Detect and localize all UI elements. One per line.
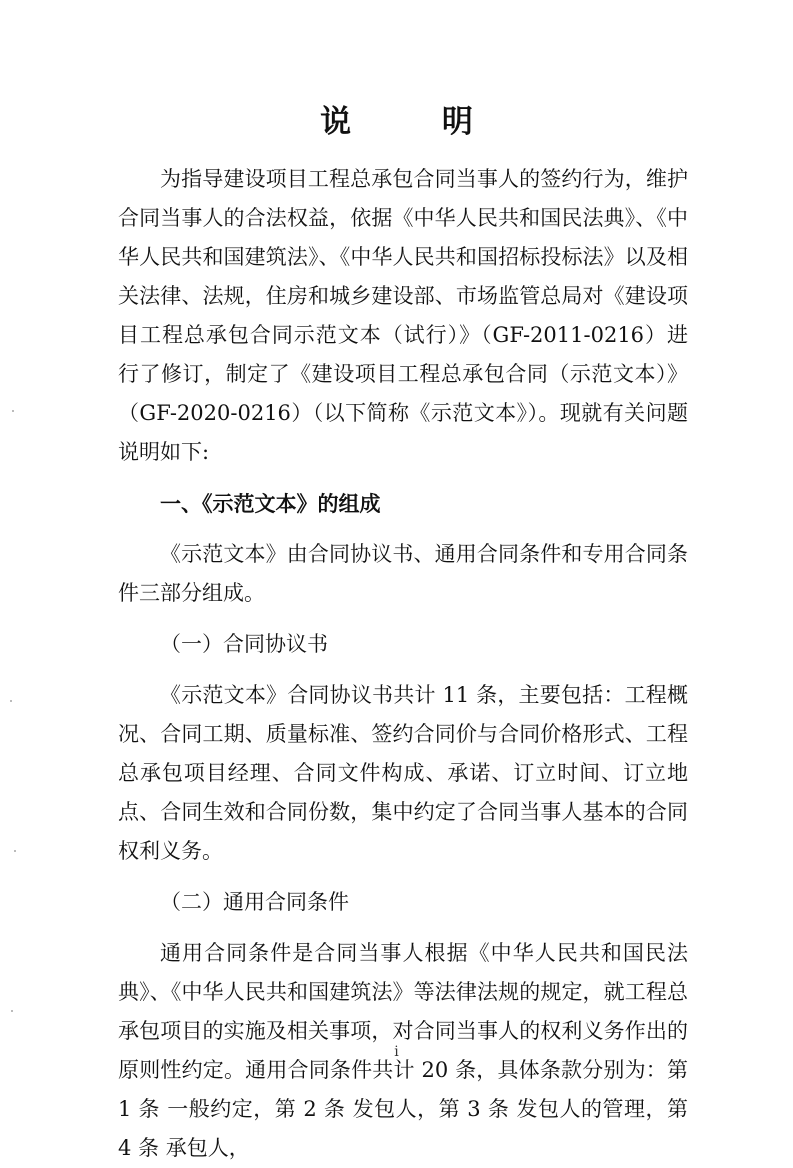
subheading-agreement: （一）合同协议书 bbox=[160, 632, 328, 656]
section-heading-composition: 一、《示范文本》的组成 bbox=[160, 491, 381, 516]
subheading-general-conditions: （二）通用合同条件 bbox=[160, 890, 349, 914]
composition-paragraph: 《示范文本》由合同协议书、通用合同条件和专用合同条件三部分组成。 bbox=[118, 542, 688, 605]
agreement-paragraph: 《示范文本》合同协议书共计 11 条，主要包括：工程概况、合同工期、质量标准、签约合同价与合同价格形式、工程总承包项目经理、合同文件构成、承诺、订立时间、订立地点、合同生效和合同份数，集中约定了合同当事人基本的合同权利义务。 bbox=[118, 683, 688, 863]
intro-paragraph: 为指导建设项目工程总承包合同当事人的签约行为，维护合同当事人的合法权益，依据《中华人民共和国民法典》、《中华人民共和国建筑法》、《中华人民共和国招标投标法》以及相关法律、法规，住房和城乡建设部、市场监管总局对《建设项目工程总承包合同示范文本（试行）》（GF-2011-0216）进行了修订，制定了《建设项目工程总承包合同（示范文本）》（GF-2020-0216）（以下简称《示范文本》）。现就有关问题说明如下: bbox=[118, 167, 688, 464]
document-body bbox=[118, 160, 688, 1168]
page-title: 说 明 bbox=[320, 104, 513, 140]
scan-speck bbox=[10, 700, 12, 702]
general-conditions-paragraph: 通用合同条件是合同当事人根据《中华人民共和国民法典》、《中华人民共和国建筑法》等法律法规的规定，就工程总承包项目的实施及相关事项，对合同当事人的权利义务作出的原则性约定。通用合同条件共计 20 条，具体条款分别为：第 1 条 一般约定，第 2 条 发包人，第 3 条 发包人的管理，第 4 条 承包人， bbox=[118, 941, 688, 1160]
scan-speck bbox=[11, 1010, 13, 1012]
scan-speck bbox=[12, 410, 14, 412]
scan-speck bbox=[14, 850, 16, 852]
page-number: i bbox=[394, 1044, 399, 1060]
